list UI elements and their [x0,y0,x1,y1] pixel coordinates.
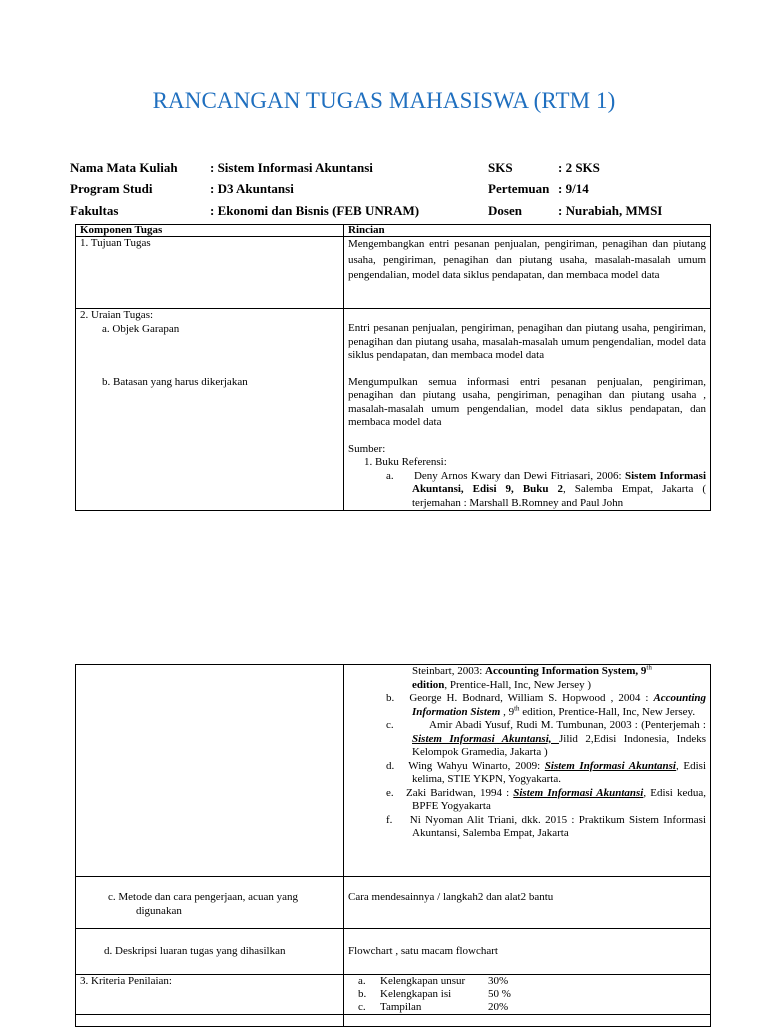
prodi-label: Program Studi [70,181,153,196]
ref-d-rest: , Edisi kelima, STIE YKPN, Yogyakarta. [412,759,707,785]
criteria-name: Kelengkapan isi [380,988,452,1000]
ref-a-cont: Steinbart, 2003: [412,665,486,677]
ref-b-text: George H. Bodnard, William S. Hopwood , 2004 : [409,692,654,704]
table-row [76,309,711,511]
criteria-marker: a. [358,975,366,987]
ref-a-continued [348,665,706,692]
criteria-item [348,988,706,1001]
criteria-name: Tampilan [380,1001,422,1013]
criteria-marker: b. [358,988,367,1000]
ref-a-cont-bold: Accounting Information System, 9 [485,665,647,677]
criteria-cell [344,975,711,1015]
uraian-label: 2. Uraian Tugas: [80,309,154,321]
ref-c-marker: c. [386,719,394,731]
dosen-label: Dosen [488,203,522,218]
ref-a [348,470,706,511]
table-row [76,975,711,1015]
criteria-marker: c. [358,1001,366,1013]
ref-a-cont-rest: , Prentice-Hall, Inc, New Jersey ) [444,678,592,691]
pertemuan-label: Pertemuan [488,181,550,196]
table-header-row [76,225,711,237]
criteria-weight: 50 % [488,988,511,1000]
fakultas-value: : Ekonomi dan Bisnis (FEB UNRAM) [210,203,420,218]
task-table-page1 [75,224,711,511]
fakultas-label: Fakultas [70,203,119,218]
criteria-item [348,975,706,988]
ref-f [348,814,706,841]
ref-e-rest: , Edisi kedua, BPFE Yogyakarta [412,786,706,812]
refs-cell [344,665,711,877]
task-table-page2 [75,664,711,1027]
sks-value: : 2 SKS [558,160,600,175]
table-row [76,929,711,975]
ref-b [348,692,706,719]
ref-e [348,787,706,814]
ref-e-text: Zaki Baridwan, 1994 : [406,786,514,799]
ref-d-italic: Sistem Informasi Akuntansi [544,759,676,772]
ref-c [348,719,706,760]
dosen-value: : Nurabiah, MMSI [558,203,663,218]
ref-c-italic: Sistem Informasi Akuntansi, [412,732,559,745]
criteria-weight: 20% [488,1001,509,1013]
uraian-detail-cell [344,309,711,511]
ref-c-text: Amir Abadi Yusuf, Rudi M. Tumbunan, 2003 : (Penterjemah : [429,719,706,731]
criteria-name: Kelengkapan unsur [380,975,466,987]
ref-a-cont-bold2: edition [412,678,445,691]
table-row [76,237,711,309]
ref-b-rest: edition, Prentice-Hall, Inc, New Jersey. [519,705,696,718]
batasan-text: Mengumpulkan semua informasi entri pesanan penjualan, pengiriman, penagihan dan piutang usaha, pengiriman, penagihan dan piutang usaha , masalah-masalah umum pengendalian, model data siklus pendapatan, dan membaca model data [348,375,706,428]
empty-cell [76,1015,344,1027]
deskripsi-label: d. Deskripsi luaran tugas yang dihasilkan [76,929,344,975]
kriteria-label: 3. Kriteria Penilaian: [76,975,344,1015]
objek-text: Entri pesanan penjualan, pengiriman, penagihan dan piutang usaha, pengiriman, penagihan dan piutang usaha, masalah-masalah umum pengendalian, model data siklus pendapatan, dan membaca model data [348,322,706,361]
ref-c-rest: Jilid 2,Edisi Indonesia, Indeks Kelompok Gramedia, Jakarta ) [412,732,707,758]
table-row-empty [76,1015,711,1027]
ref-a-bold: Sistem Informasi Akuntansi, Edisi 9, Buku 2 [412,469,706,495]
ref-e-marker: e. [386,786,394,799]
uraian-cell [76,309,344,511]
ref-a-marker: a. [386,469,394,482]
ref-d [348,760,706,787]
prodi-value: : D3 Akuntansi [210,181,294,196]
table-row [76,877,711,929]
ref-a-text: Deny Arnos Kwary dan Dewi Fitriasari, 2006: [413,469,625,482]
metode-label: c. Metode dan cara pengerjaan, acuan yang digunakan [108,891,298,917]
batasan-label: b. Batasan yang harus dikerjakan [102,376,248,388]
ref-b-mid: , 9 [500,705,515,718]
col-header-komponen: Komponen Tugas [76,225,344,237]
sks-label: SKS [488,160,513,175]
col-header-rincian: Rincian [344,225,711,237]
ref-d-marker: d. [386,759,395,772]
ref-e-italic: Sistem Informasi Akuntansi [513,786,644,799]
sumber-label: Sumber: [348,442,386,455]
ref-b-sup: th [514,703,520,712]
empty-cell [344,1015,711,1027]
objek-label: a. Objek Garapan [102,322,180,335]
deskripsi-text: Flowchart , satu macam flowchart [344,929,711,975]
refs-left-cell [76,665,344,877]
page-title: RANCANGAN TUGAS MAHASISWA (RTM 1) [152,88,616,113]
metode-text: Cara mendesainnya / langkah2 dan alat2 bantu [344,877,711,929]
ref-f-text: Ni Nyoman Alit Triani, dkk. 2015 : Praktikum Sistem Informasi Akuntansi, Salemba Empat, Jakarta [409,813,707,839]
metode-cell [76,877,344,929]
criteria-weight: 30% [488,975,509,987]
tujuan-label: 1. Tujuan Tugas [76,237,344,309]
mata-kuliah-value: : Sistem Informasi Akuntansi [210,160,373,175]
ref-b-italic: Accounting Information Sistem [412,692,707,718]
mata-kuliah-label: Nama Mata Kuliah [70,160,178,175]
ref-d-text: Wing Wahyu Winarto, 2009: [408,759,545,772]
ref-b-marker: b. [386,692,395,704]
criteria-item [348,1001,706,1014]
table-row [76,665,711,877]
tujuan-text: Mengembangkan entri pesanan penjualan, pengiriman, penagihan dan piutang usaha, pengiriman, penagihan dan piutang usaha, masalah-masalah umum pengendalian, model data siklus pendapatan, dan membaca model data [344,237,711,309]
ref-a-cont-sup: th [646,663,652,672]
pertemuan-value: : 9/14 [558,181,589,196]
ref-a-rest: , Salemba Empat, Jakarta ( terjemahan : Marshall B.Romney and Paul John [412,483,707,509]
ref-f-marker: f. [386,813,393,826]
buku-label: 1. Buku Referensi: [364,456,447,468]
